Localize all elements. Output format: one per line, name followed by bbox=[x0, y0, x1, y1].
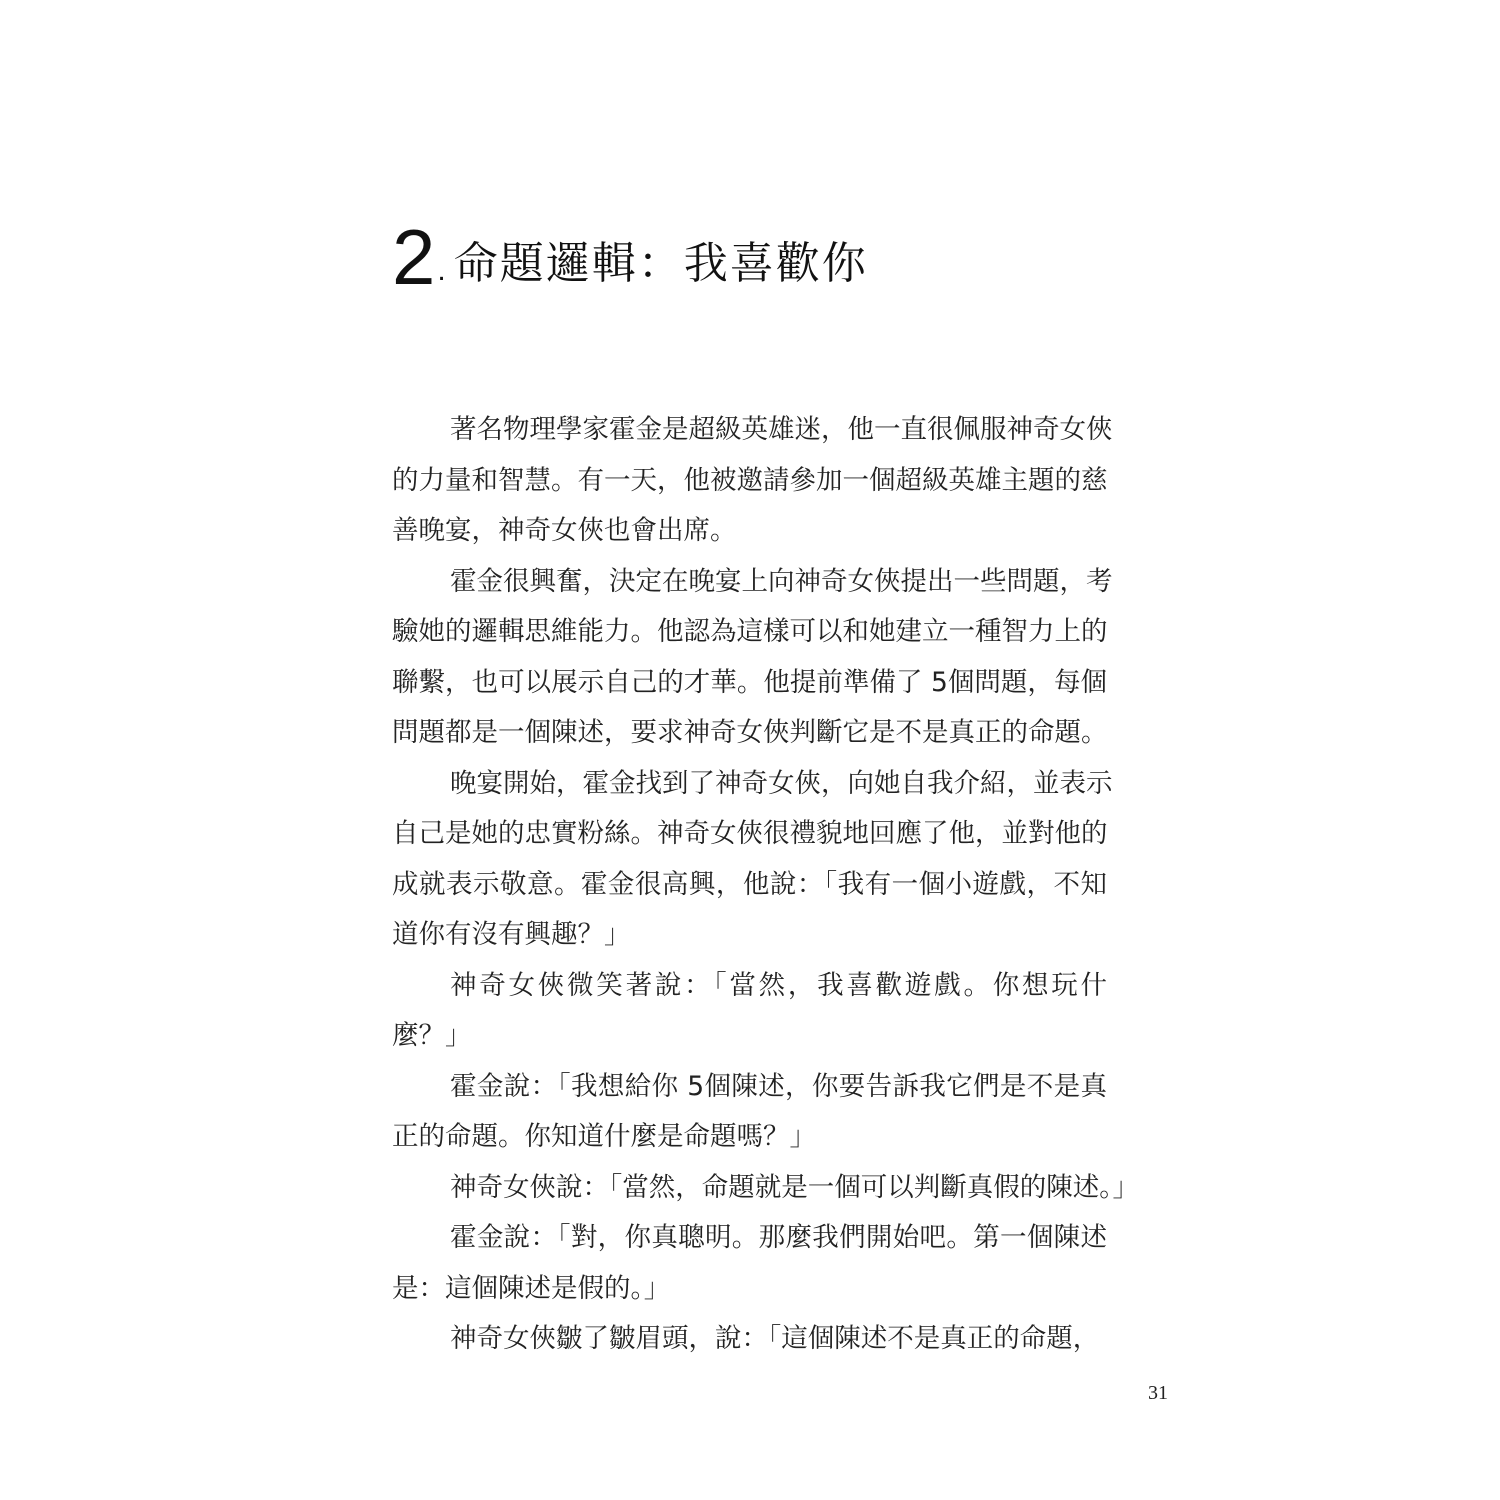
text-line: 正的命題。你知道什麼是命題嗎？」 bbox=[392, 1121, 816, 1152]
text-line: 著名物理學家霍金是超級英雄迷，他一直很佩服神奇女俠 bbox=[450, 414, 1113, 445]
text-line: 善晚宴，神奇女俠也會出席。 bbox=[392, 515, 737, 546]
text-line: 的力量和智慧。有一天，他被邀請參加一個超級英雄主題的慈 bbox=[392, 464, 1108, 496]
chapter-number: 2 bbox=[392, 213, 436, 301]
body-text bbox=[392, 405, 1139, 1365]
text-line: 是：這個陳述是假的。」 bbox=[392, 1272, 671, 1304]
text-line: 問題都是一個陳述，要求神奇女俠判斷它是不是真正的命題。 bbox=[392, 717, 1108, 748]
text-line: 成就表示敬意。霍金很高興，他說：「我有一個小遊戲，不知 bbox=[392, 868, 1107, 900]
text-line: 神奇女俠說：「當然，命題就是一個可以判斷真假的陳述。」 bbox=[450, 1171, 1139, 1203]
text-line: 霍金說：「對，你真聰明。那麼我們開始吧。第一個陳述 bbox=[450, 1222, 1107, 1253]
chapter-title: 命題邏輯：我喜歡你 bbox=[453, 238, 868, 289]
text-line: 霍金說：「我想給你 5個陳述，你要告訴我它們是不是真 bbox=[450, 1070, 1107, 1102]
text-line: 道你有沒有興趣？」 bbox=[392, 919, 631, 950]
text-line: 自己是她的忠實粉絲。神奇女俠很禮貌地回應了他，並對他的 bbox=[392, 818, 1108, 849]
text-line: 聯繫，也可以展示自己的才華。他提前準備了 5個問題，每個 bbox=[392, 666, 1107, 698]
text-line: 霍金很興奮，決定在晚宴上向神奇女俠提出一些問題，考 bbox=[450, 565, 1113, 597]
text-line: 麼？」 bbox=[392, 1020, 472, 1051]
text-line: 神奇女俠皺了皺眉頭，說：「這個陳述不是真正的命題， bbox=[450, 1323, 1100, 1354]
text-line: 晚宴開始，霍金找到了神奇女俠，向她自我介紹，並表示 bbox=[450, 767, 1113, 799]
chapter-number-dot: . bbox=[437, 254, 446, 287]
page-number: 31 bbox=[1148, 1382, 1168, 1404]
chapter-heading bbox=[392, 196, 868, 301]
text-line: 神奇女俠微笑著說：「當然，我喜歡遊戲。你想玩什 bbox=[450, 969, 1107, 1001]
text-line: 驗她的邏輯思維能力。他認為這樣可以和她建立一種智力上的 bbox=[392, 616, 1108, 647]
